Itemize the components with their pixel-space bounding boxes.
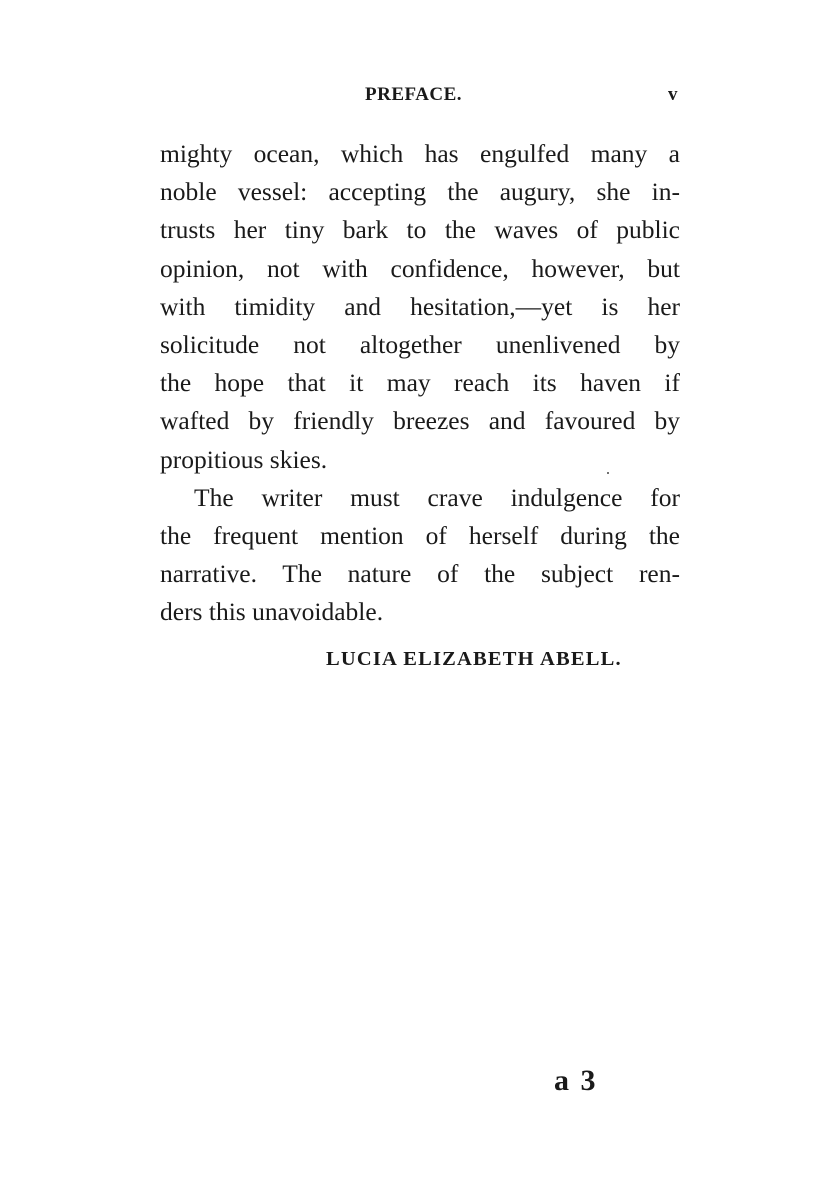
text-line: noble vessel: accepting the augury, she in- xyxy=(160,177,680,207)
page-title: PREFACE. xyxy=(365,84,463,105)
page-number: v xyxy=(668,84,678,105)
text-line: wafted by friendly breezes and favoured by xyxy=(160,406,680,436)
text-line: ders this unavoidable. xyxy=(160,597,384,627)
signature-mark: a 3 xyxy=(554,1064,598,1097)
text-line: propitious skies. xyxy=(160,444,328,474)
text-line: with timidity and hesitation,—yet is her xyxy=(160,291,680,321)
author-signature: LUCIA ELIZABETH ABELL. xyxy=(326,648,622,670)
running-head xyxy=(160,84,680,108)
text-line: trusts her tiny bark to the waves of public xyxy=(160,215,680,245)
text-line: narrative. The nature of the subject ren- xyxy=(160,559,680,589)
text-line: the hope that it may reach its haven if xyxy=(160,368,680,398)
text-line: opinion, not with confidence, however, but xyxy=(160,253,680,283)
preface-body xyxy=(160,135,680,632)
text-line: mighty ocean, which has engulfed many a xyxy=(160,139,680,168)
text-line: The writer must crave indulgence for xyxy=(194,482,680,512)
text-line: solicitude not altogether unenlivened by xyxy=(160,330,680,360)
print-speck xyxy=(607,472,609,474)
text-line: the frequent mention of herself during the xyxy=(160,521,680,551)
